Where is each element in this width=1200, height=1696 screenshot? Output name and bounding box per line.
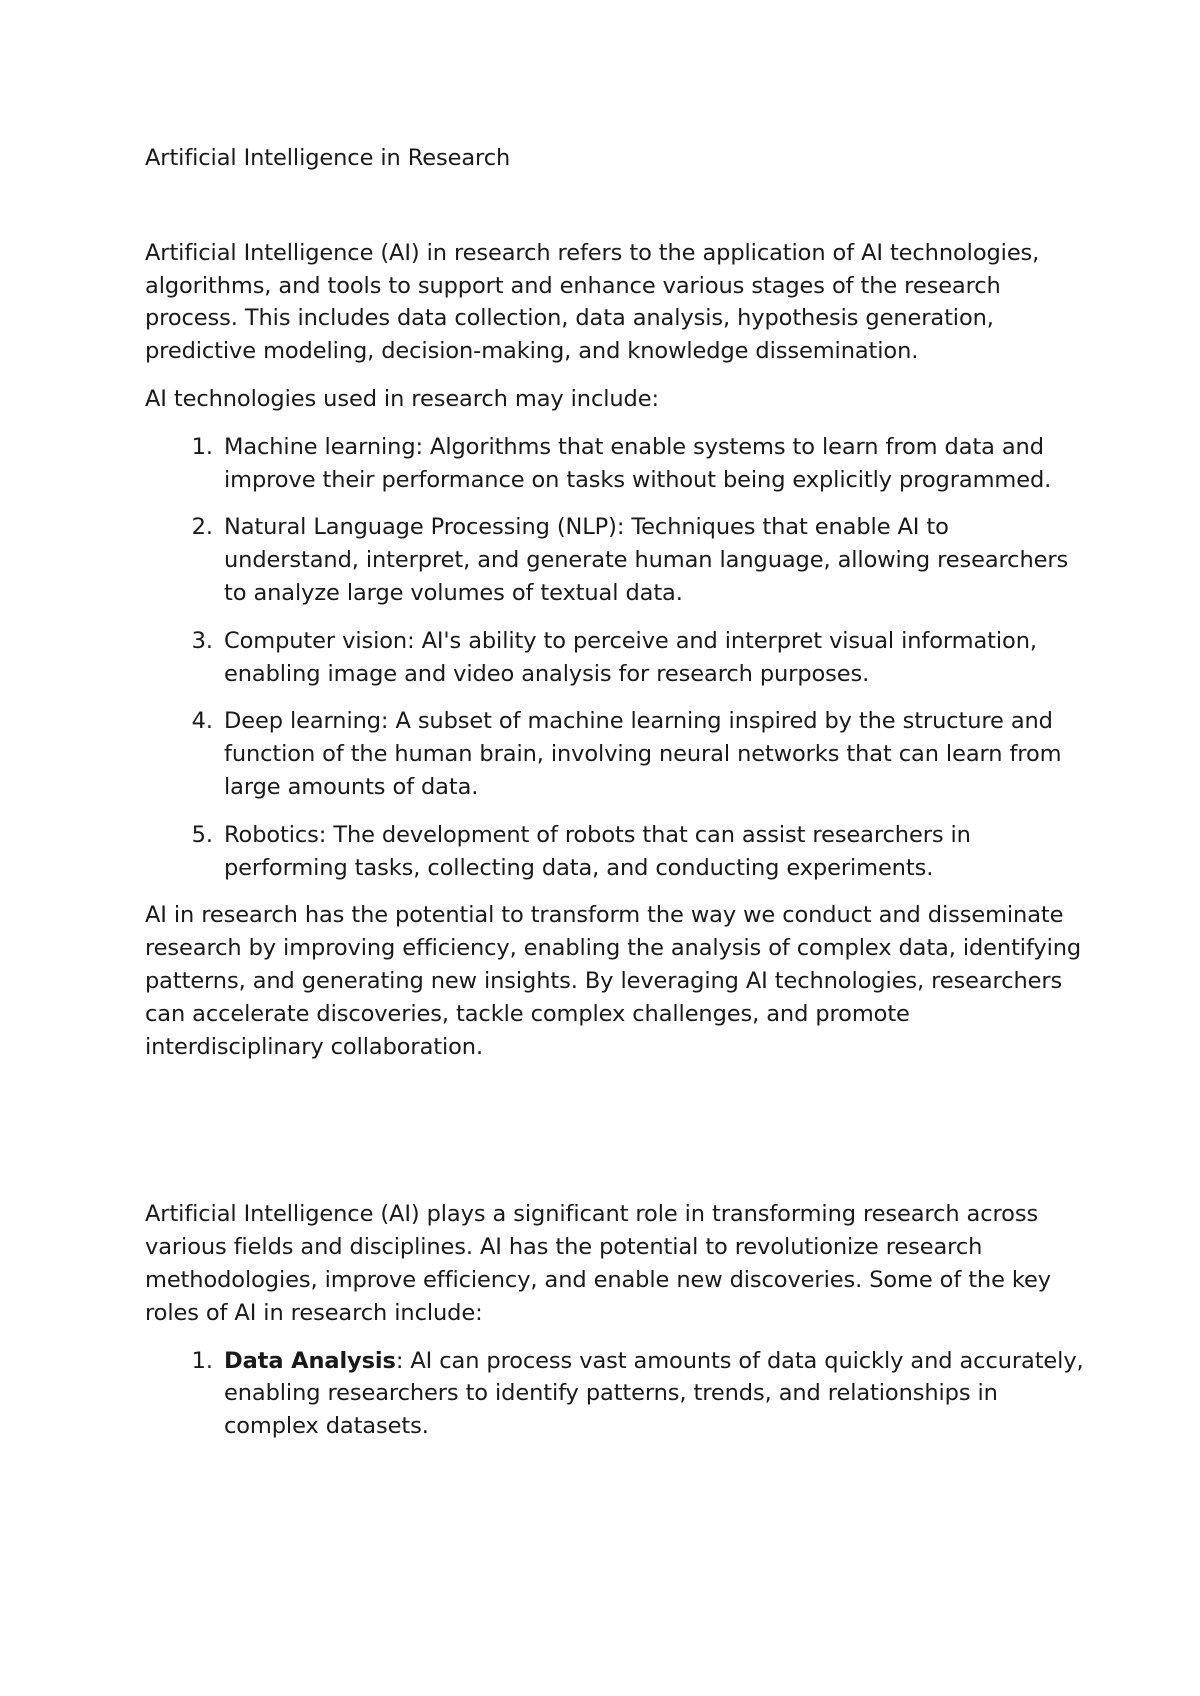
- tech-list-item: 5. Robotics: The development of robots that can assist researchers in performing tasks, collecting data, and conducting experiments.: [220, 819, 1085, 885]
- roles-list-item: [220, 1345, 1085, 1443]
- conclusion-paragraph: AI in research has the potential to transform the way we conduct and disseminate research by improving efficiency, enabling the analysis of complex data, identifying patterns, and generating new insights. By leveraging AI technologies, researchers can accelerate discoveries, tackle complex challenges, and promote interdisciplinary collaboration.: [145, 902, 1082, 1060]
- tech-list-item: 4. Deep learning: A subset of machine learning inspired by the structure and function of the human brain, involving neural networks that can learn from large amounts of data.: [220, 705, 1085, 803]
- tech-lead-paragraph: AI technologies used in research may include:: [145, 385, 659, 412]
- role-description: : AI can process vast amounts of data quickly and accurately, enabling researchers to identify patterns, trends, and relationships in complex datasets.: [224, 1347, 1084, 1440]
- role-term: Data Analysis: [224, 1347, 396, 1374]
- document-title: Artificial Intelligence in Research: [145, 145, 511, 171]
- section-spacer: [145, 1078, 1085, 1198]
- document-page: [145, 142, 1085, 1458]
- section2-intro-paragraph: Artificial Intelligence (AI) plays a significant role in transforming research across various fields and disciplines. AI has the potential to revolutionize research methodologies, improve efficiency, and enable new discoveries. Some of the key roles of AI in research include:: [145, 1201, 1051, 1326]
- intro-paragraph: Artificial Intelligence (AI) in research refers to the application of AI technologies, algorithms, and tools to support and enhance various stages of the research process. This includes data collection, data analysis, hypothesis generation, predictive modeling, decision-making, and knowledge dissemination.: [145, 239, 1040, 365]
- tech-list-item: 1. Machine learning: Algorithms that enable systems to learn from data and improve their performance on tasks without being explicitly programmed.: [220, 431, 1085, 497]
- tech-list: [145, 431, 1085, 885]
- tech-list-item: 3. Computer vision: AI's ability to perceive and interpret visual information, enabling image and video analysis for research purposes.: [220, 625, 1085, 691]
- roles-list: [145, 1345, 1085, 1443]
- tech-list-item: 2. Natural Language Processing (NLP): Techniques that enable AI to understand, interpret, and generate human language, allowing researchers to analyze large volumes of textual data.: [220, 511, 1085, 609]
